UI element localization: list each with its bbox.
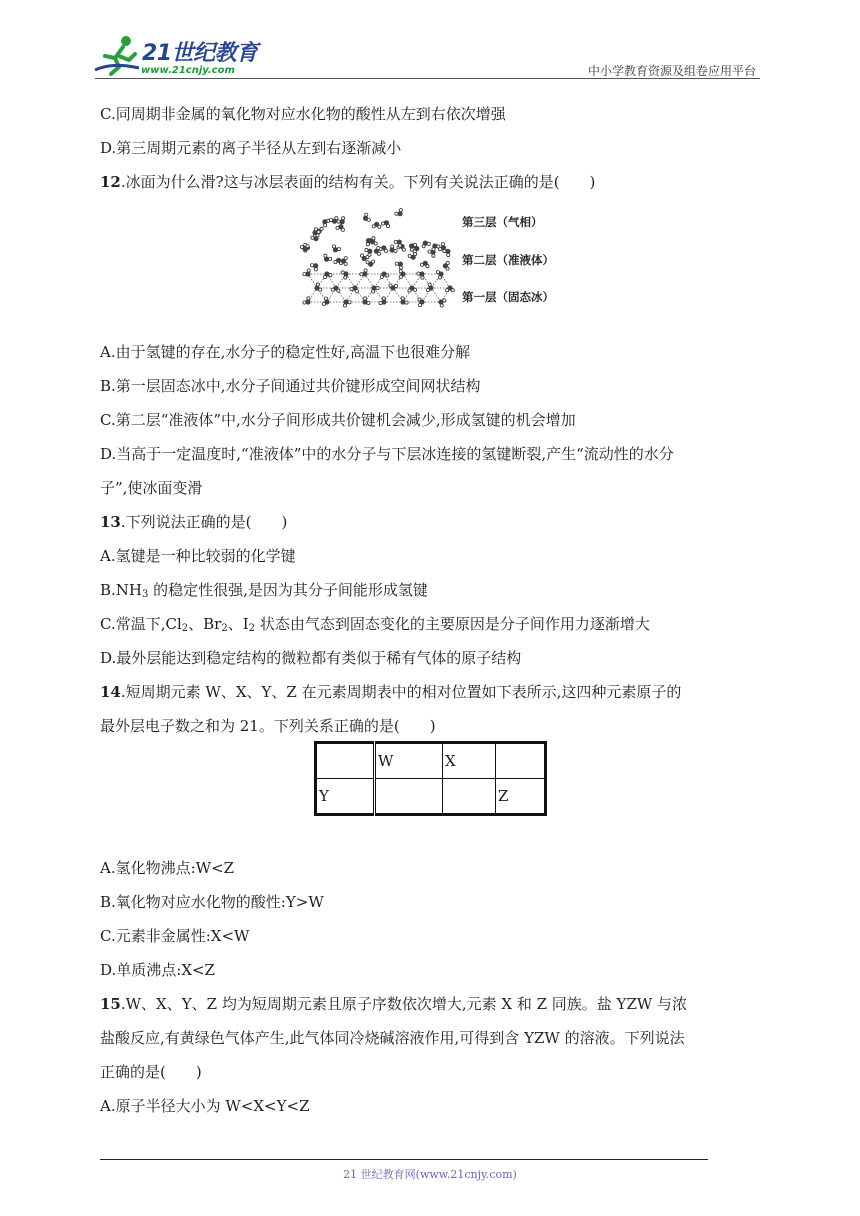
q14-option-c: C.元素非金属性:X<W: [100, 927, 250, 945]
q12-number: 12: [100, 173, 121, 191]
q14-stem-line1: [100, 682, 681, 702]
q13c-sub2: 2: [221, 623, 228, 634]
q13-number: 13: [100, 513, 121, 531]
q15-number: 15: [100, 995, 121, 1013]
q13c-part3: 、I: [227, 615, 249, 633]
q13-option-a: A.氢键是一种比较弱的化学键: [100, 547, 296, 565]
platform-name: 中小学教育资源及组卷应用平台: [587, 64, 756, 78]
table-row: [316, 743, 546, 779]
q12-option-d-line1: D.当高于一定温度时,“准液体”中的水分子与下层冰连接的氢键断裂,产生“流动性的水分: [100, 445, 674, 463]
q14-stem-line2: 最外层电子数之和为 21。下列关系正确的是( ): [100, 717, 436, 735]
q15-stem-line2: 盐酸反应,有黄绿色气体产生,此气体同冷烧碱溶液作用,可得到含 YZW 的溶液。下列说法: [100, 1029, 685, 1047]
q12-option-c: C.第二层“准液体”中,水分子间形成共价键机会减少,形成氢键的机会增加: [100, 411, 576, 429]
table-cell: [443, 779, 496, 815]
q14-number: 14: [100, 683, 121, 701]
q13c-part1: C.常温下,Cl: [100, 615, 182, 633]
table-row: [316, 779, 546, 815]
q15-stem-line3: 正确的是( ): [100, 1063, 202, 1081]
logo-text: 21世纪教育: [142, 41, 258, 66]
q15-stem-line1: [100, 994, 687, 1014]
q13-option-b: [100, 580, 428, 600]
table-cell: [375, 779, 443, 815]
ice-layer3-label: 第三层（气相）: [462, 215, 543, 229]
table-cell: [316, 743, 375, 779]
q15-option-a: A.原子半径大小为 W<X<Y<Z: [100, 1097, 310, 1115]
q15-text: .W、X、Y、Z 均为短周期元素且原子序数依次增大,元素 X 和 Z 同族。盐 YZW 与浓: [120, 995, 688, 1013]
ice-layer2-label: 第二层（准液体）: [462, 253, 554, 267]
q13b-post: 的稳定性很强,是因为其分子间能形成氢键: [153, 581, 428, 599]
table-cell: [496, 743, 546, 779]
q12-option-a: A.由于氢键的存在,水分子的稳定性好,高温下也很难分解: [100, 343, 471, 361]
ice-structure-figure: [300, 208, 570, 316]
q13c-part2: 、Br: [188, 615, 222, 633]
q13c-sub3: 2: [248, 623, 256, 634]
q14-text: .短周期元素 W、X、Y、Z 在元素周期表中的相对位置如下表所示,这四种元素原子的: [120, 683, 682, 701]
footer-text: 21 世纪教育网(www.21cnjy.com): [343, 1168, 517, 1181]
table-cell: X: [443, 743, 496, 779]
runner-logo-icon: [93, 34, 143, 76]
q12-option-b: B.第一层固态冰中,水分子间通过共价键形成空间网状结构: [100, 377, 481, 395]
ice-layer1-label: 第一层（固态冰）: [462, 290, 554, 304]
q13-option-d: D.最外层能达到稳定结构的微粒都有类似于稀有气体的原子结构: [100, 649, 522, 667]
q13b-subscript: 3: [142, 589, 149, 600]
header-divider: [95, 78, 760, 79]
q14-option-d: D.单质沸点:X<Z: [100, 961, 215, 979]
q11-option-c: C.同周期非金属的氧化物对应水化物的酸性从左到右依次增强: [100, 105, 506, 123]
footer-divider: [100, 1159, 708, 1160]
table-cell: Z: [496, 779, 546, 815]
q13-stem: [100, 512, 287, 532]
q13c-sub1: 2: [181, 623, 189, 634]
periodic-table-fragment: [314, 741, 547, 816]
q13-option-c: [100, 614, 650, 634]
q12-stem: [100, 172, 595, 192]
q14-option-b: B.氧化物对应水化物的酸性:Y>W: [100, 893, 324, 911]
q13c-part4: 状态由气态到固态变化的主要原因是分子间作用力逐渐增大: [259, 615, 650, 633]
logo-url: www.21cnjy.com: [141, 65, 235, 76]
ice-molecules-diagram: [300, 208, 455, 316]
q11-option-d: D.第三周期元素的离子半径从左到右逐渐减小: [100, 139, 402, 157]
table-cell: Y: [316, 779, 375, 815]
table-cell: W: [375, 743, 443, 779]
q14-option-a: A.氢化物沸点:W<Z: [100, 859, 235, 877]
q12-option-d-line2: 子”,使冰面变滑: [100, 479, 203, 497]
site-logo: [93, 30, 263, 80]
q12-text: .冰面为什么滑?这与冰层表面的结构有关。下列有关说法正确的是( ): [120, 173, 596, 191]
q13b-pre: B.NH: [100, 581, 142, 599]
q13-text: .下列说法正确的是( ): [120, 513, 288, 531]
